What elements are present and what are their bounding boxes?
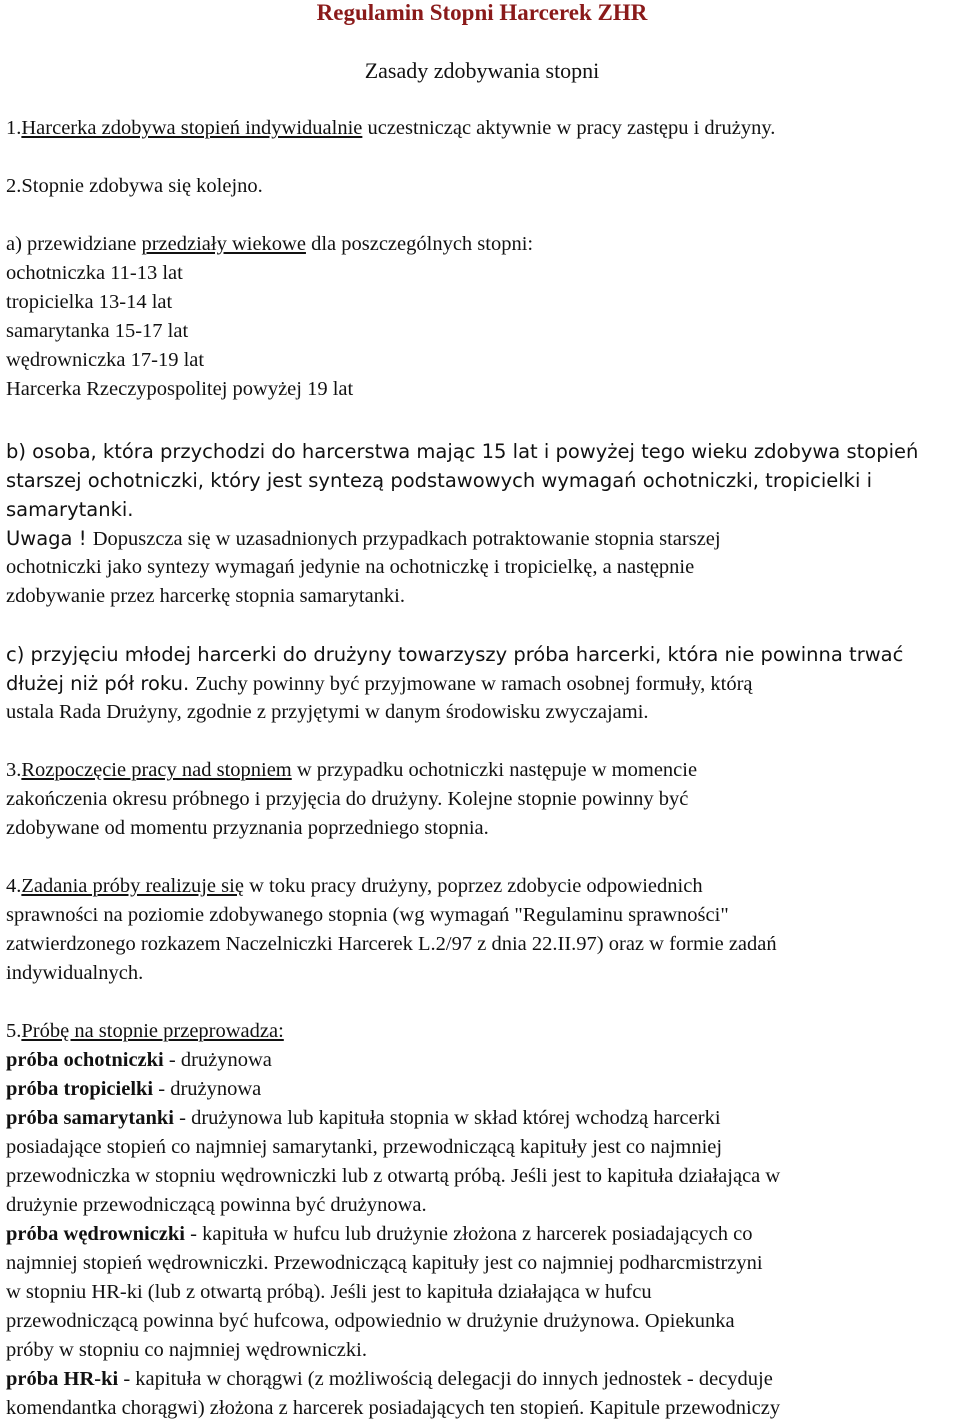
point-c-line: ustala Rada Drużyny, zgodnie z przyjętymi w danym środowisku zwyczajami. xyxy=(6,701,649,723)
trial-row-wedrowniczka: próba wędrowniczki - kapituła w hufcu lub drużynie złożona z harcerek posiadających co xyxy=(6,1223,753,1245)
point-c-line: dłużej niż pół roku. Zuchy powinny być przyjmowane w ramach osobnej formuły, którą xyxy=(6,672,753,695)
point-3-line: zdobywane od momentu przyznania poprzedniego stopnia. xyxy=(6,817,489,839)
age-ranges-link[interactable]: przedziały wiekowe xyxy=(141,233,306,255)
point-5-link[interactable]: Próbę na stopnie przeprowadza: xyxy=(21,1020,284,1042)
point-1-text: uczestnicząc aktywnie w pracy zastępu i drużyny. xyxy=(362,117,776,139)
trial-row-line: przewodniczka w stopniu wędrowniczki lub z otwartą próbą. Jeśli jest to kapituła działająca w xyxy=(6,1165,781,1187)
trial-row-tropicielka: próba tropicielki - drużynowa xyxy=(6,1078,262,1100)
trial-row-ochotniczka: próba ochotniczki - drużynowa xyxy=(6,1049,272,1071)
point-2: 2.Stopnie zdobywa się kolejno. xyxy=(6,175,263,197)
point-3-link[interactable]: Rozpoczęcie pracy nad stopniem xyxy=(21,759,292,781)
age-item: tropicielka 13-14 lat xyxy=(6,291,173,313)
note-label: Uwaga ! xyxy=(6,527,93,550)
point-b-note: Uwaga ! Dopuszcza się w uzasadnionych przypadkach potraktowanie stopnia starszej xyxy=(6,527,721,550)
point-1-number: 1. xyxy=(6,117,22,139)
trial-row-line: komendantka chorągwi) złożona z harcerek posiadających ten stopień. Kapitule przewodniczy xyxy=(6,1397,781,1419)
age-item: Harcerka Rzeczypospolitej powyżej 19 lat xyxy=(6,378,354,400)
point-4-line: sprawności na poziomie zdobywanego stopnia (wg wymagań "Regulaminu sprawności" xyxy=(6,904,729,926)
point-4-link[interactable]: Zadania próby realizuje się xyxy=(21,875,244,897)
trial-row-line: najmniej stopień wędrowniczki. Przewodniczącą kapituły jest co najmniej podharcmistrzyni xyxy=(6,1252,763,1274)
point-5: 5.Próbę na stopnie przeprowadza: xyxy=(6,1020,284,1042)
age-item: wędrowniczka 17-19 lat xyxy=(6,349,205,371)
trial-row-line: posiadające stopień co najmniej samarytanki, przewodniczącą kapituły jest co najmniej xyxy=(6,1136,723,1158)
point-4: 4.Zadania próby realizuje się w toku pracy drużyny, poprzez zdobycie odpowiednich xyxy=(6,875,703,897)
trial-row-line: drużynie przewodniczącą powinna być drużynowa. xyxy=(6,1194,427,1216)
point-4-line: zatwierdzonego rozkazem Naczelniczki Harcerek L.2/97 z dnia 22.II.97) oraz w formie zadań xyxy=(6,933,777,955)
trial-row-line: w stopniu HR-ki (lub z otwartą próbą). Jeśli jest to kapituła działająca w hufcu xyxy=(6,1281,652,1303)
trial-row-hr: próba HR-ki - kapituła w chorągwi (z możliwością delegacji do innych jednostek - decyduje xyxy=(6,1368,773,1390)
page-subtitle: Zasady zdobywania stopni xyxy=(364,58,600,83)
point-b-line: samarytanki. xyxy=(6,498,134,521)
point-b-line: starszej ochotniczki, który jest syntezą podstawowych wymagań ochotniczki, tropicielki i xyxy=(6,469,873,492)
page-title: Regulamin Stopni Harcerek ZHR xyxy=(316,0,648,25)
point-1 xyxy=(6,114,775,143)
point-b-line: ochotniczki jako syntezy wymagań jedynie na ochotniczkę i tropicielkę, a następnie xyxy=(6,556,695,578)
point-c-line: c) przyjęciu młodej harcerki do drużyny towarzyszy próba harcerki, która nie powinna trwać xyxy=(6,643,904,666)
trial-row-line: przewodniczącą powinna być hufcowa, odpowiednio w drużynie drużynowa. Opiekunka xyxy=(6,1310,735,1332)
point-4-line: indywidualnych. xyxy=(6,962,144,984)
point-1-link[interactable]: Harcerka zdobywa stopień indywidualnie xyxy=(21,117,363,139)
trial-row-samarytanka: próba samarytanki - drużynowa lub kapituła stopnia w skład której wchodzą harcerki xyxy=(6,1107,721,1129)
point-3-line: zakończenia okresu próbnego i przyjęcia do drużyny. Kolejne stopnie powinny być xyxy=(6,788,689,810)
trial-row-line: próby w stopniu co najmniej wędrowniczki. xyxy=(6,1339,367,1361)
point-3: 3.Rozpoczęcie pracy nad stopniem w przypadku ochotniczki następuje w momencie xyxy=(6,759,698,781)
age-intro: a) przewidziane przedziały wiekowe dla poszczególnych stopni: xyxy=(6,233,534,255)
point-b-line: b) osoba, która przychodzi do harcerstwa mając 15 lat i powyżej tego wieku zdobywa stopień xyxy=(6,440,919,463)
point-b-line: zdobywanie przez harcerkę stopnia samarytanki. xyxy=(6,585,405,607)
age-item: ochotniczka 11-13 lat xyxy=(6,262,183,284)
age-item: samarytanka 15-17 lat xyxy=(6,320,189,342)
